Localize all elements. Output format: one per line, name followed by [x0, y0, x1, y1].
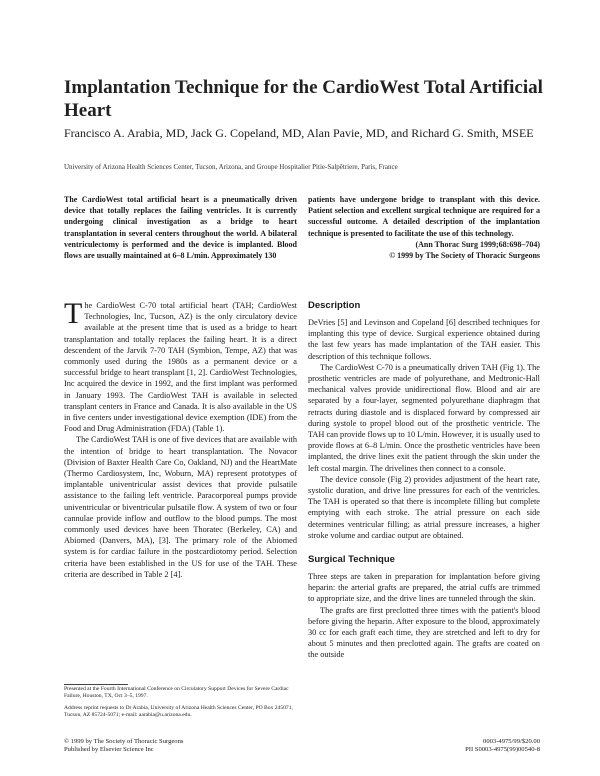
- footnote-address: Address reprint requests to Dr Arabia, University of Arizona Health Sciences Center, PO Box 245071, Tucson, AZ 85724-5071; e-mail: aarabia@u.arizona.edu.: [64, 704, 293, 718]
- footer-issn: 0003-4975/99/$20.00: [483, 738, 540, 745]
- surgical-paragraph-2: The grafts are first preclotted three times with the patient's blood before giving the heparin. After exposure to the blood, approximately 30 cc for each graft each time, they are stretched and left to dry for about 5 minutes and then preclotted again. The grafts are coated on the outside: [308, 605, 540, 660]
- drop-cap: T: [64, 297, 83, 330]
- description-heading: Description: [308, 300, 361, 311]
- intro-p1-text: he CardioWest C-70 total artificial heart (TAH; CardioWest Technologies, Inc, Tucson, AZ) is the only circulatory device available at the present time that is used as a bridge to heart transplantation and totally replaces the failing heart. It is a direct descendent of the Jarvik 7-70 TAH (Symbion, Tempe, AZ) that was commonly used during the 1980s as a permanent device or a successful bridge to heart transplant [1, 2]. CardioWest Technologies, Inc acquired the device in 1992, and the first implant was performed in January 1993. The CardioWest TAH is available in selected transplant centers in France and Canada. It is also available in the US in five centers under investigational device exemption (IDE) from the Food and Drug Administration (FDA) (Table 1).: [64, 301, 297, 434]
- intro-column: [64, 297, 297, 580]
- article-affiliation: University of Arizona Health Sciences Center, Tucson, Arizona, and Groupe Hospitalier Pitie-Salpêtriere, Paris, France: [64, 163, 398, 171]
- footer-copyright: © 1999 by The Society of Thoracic Surgeons: [64, 738, 184, 745]
- footer-publisher: Published by Elsevier Science Inc: [64, 746, 154, 753]
- page-footer-right: [308, 738, 540, 754]
- abstract-right-text: patients have undergone bridge to transplant with this device. Patient selection and excellent surgical technique are required for a successful outcome. A detailed description of the implantation technique is presented to facilitate the use of this technology.: [308, 195, 540, 238]
- abstract-left: [64, 194, 297, 261]
- article-authors: Francisco A. Arabia, MD, Jack G. Copeland, MD, Alan Pavie, MD, and Richard G. Smith, MSEE: [64, 126, 534, 140]
- page-footer-left: [64, 738, 297, 754]
- description-paragraph-2: The CardioWest C-70 is a pneumatically driven TAH (Fig 1). The prosthetic ventricles are made of polyurethane, and Medtronic-Hall mechanical valves provide unidirectional flow. Blood and air are separated by a four-layer, segmented polyurethane diaphragm that retracts during diastole and is displaced forward by compressed air during systole to propel blood out of the prosthetic ventricle. The TAH can provide flows up to 10 L/min. However, it is usually used to provide flows at 6–8 L/min. Once the prosthetic ventricles have been implanted, the drive lines exit the patient through the skin under the left costal margin. The drivelines then connect to a console.: [308, 362, 540, 473]
- footer-pii: PII S0003-4975(99)00540-8: [465, 746, 540, 753]
- footnote-presented: Presented at the Fourth International Conference on Circulatory Support Devices for Severe Cardiac Failure, Houston, TX, Oct 3–5, 1997.: [64, 686, 289, 700]
- description-paragraph-1: DeVries [5] and Levinson and Copeland [6] described techniques for implanting this type of device. Surgical experience obtained during the last few years has made implantation of the TAH easier. This description of this technique follows.: [308, 318, 540, 361]
- footnotes: [64, 686, 297, 723]
- description-paragraph-3: The device console (Fig 2) provides adjustment of the heart rate, systolic duration, and drive line pressures for each of the ventricles. The TAH is operated so that there is incomplete filling but complete emptying with each stroke. The atrial pressure on each side determines ventricular filling; as atrial pressure increases, a higher stroke volume and cardiac output are obtained.: [308, 474, 540, 540]
- right-column: [308, 300, 540, 661]
- footnote-rule: [64, 684, 128, 685]
- abstract-copyright: © 1999 by The Society of Thoracic Surgeons: [389, 251, 540, 261]
- abstract-citation: (Ann Thorac Surg 1999;68:698–704): [415, 239, 540, 249]
- article-title: Implantation Technique for the CardioWest Total Artificial Heart: [64, 77, 543, 121]
- surgical-technique-heading: Surgical Technique: [308, 554, 395, 566]
- surgical-paragraph-1: Three steps are taken in preparation for implantation before giving heparin: the arterial grafts are prepared, the atrial cuffs are trimmed to appropriate size, and the drive lines are tunneled through the skin.: [308, 572, 540, 604]
- intro-paragraph-1: [64, 297, 297, 434]
- abstract-right: [308, 194, 540, 261]
- abstract-left-text: The CardioWest total artificial heart is a pneumatically driven device that totally replaces the failing ventricles. It is currently undergoing clinical investigation as a bridge to heart transplantation in several centers throughout the world. A bilateral ventriculectomy is performed and the device is implanted. Blood flows are usually maintained at 6–8 L/min. Approximately 130: [64, 195, 297, 261]
- intro-paragraph-2: The CardioWest TAH is one of five devices that are available with the intention of bridge to heart transplantation. The Novacor (Division of Baxter Health Care Co, Oakland, NJ) and the HeartMate (Thermo Cardiosystem, Inc, Woburn, MA) represent prototypes of implantable univentricular assist devices that provide pulsatile assistance to the failing left ventricle. Paracorporeal pumps provide univentricular or biventricular pulsatile flow. A system of two or four cannulae provide inflow and outflow to the blood pumps. The most commonly used devices have been Thoratec (Berkeley, CA) and Abiomed (Danvers, MA), [3]. The primary role of the Abiomed system is for cardiac failure in the postcardiotomy period. Selection criteria have been established in the US for use of the TAH. These criteria are described in Table 2 [4].: [64, 435, 297, 579]
